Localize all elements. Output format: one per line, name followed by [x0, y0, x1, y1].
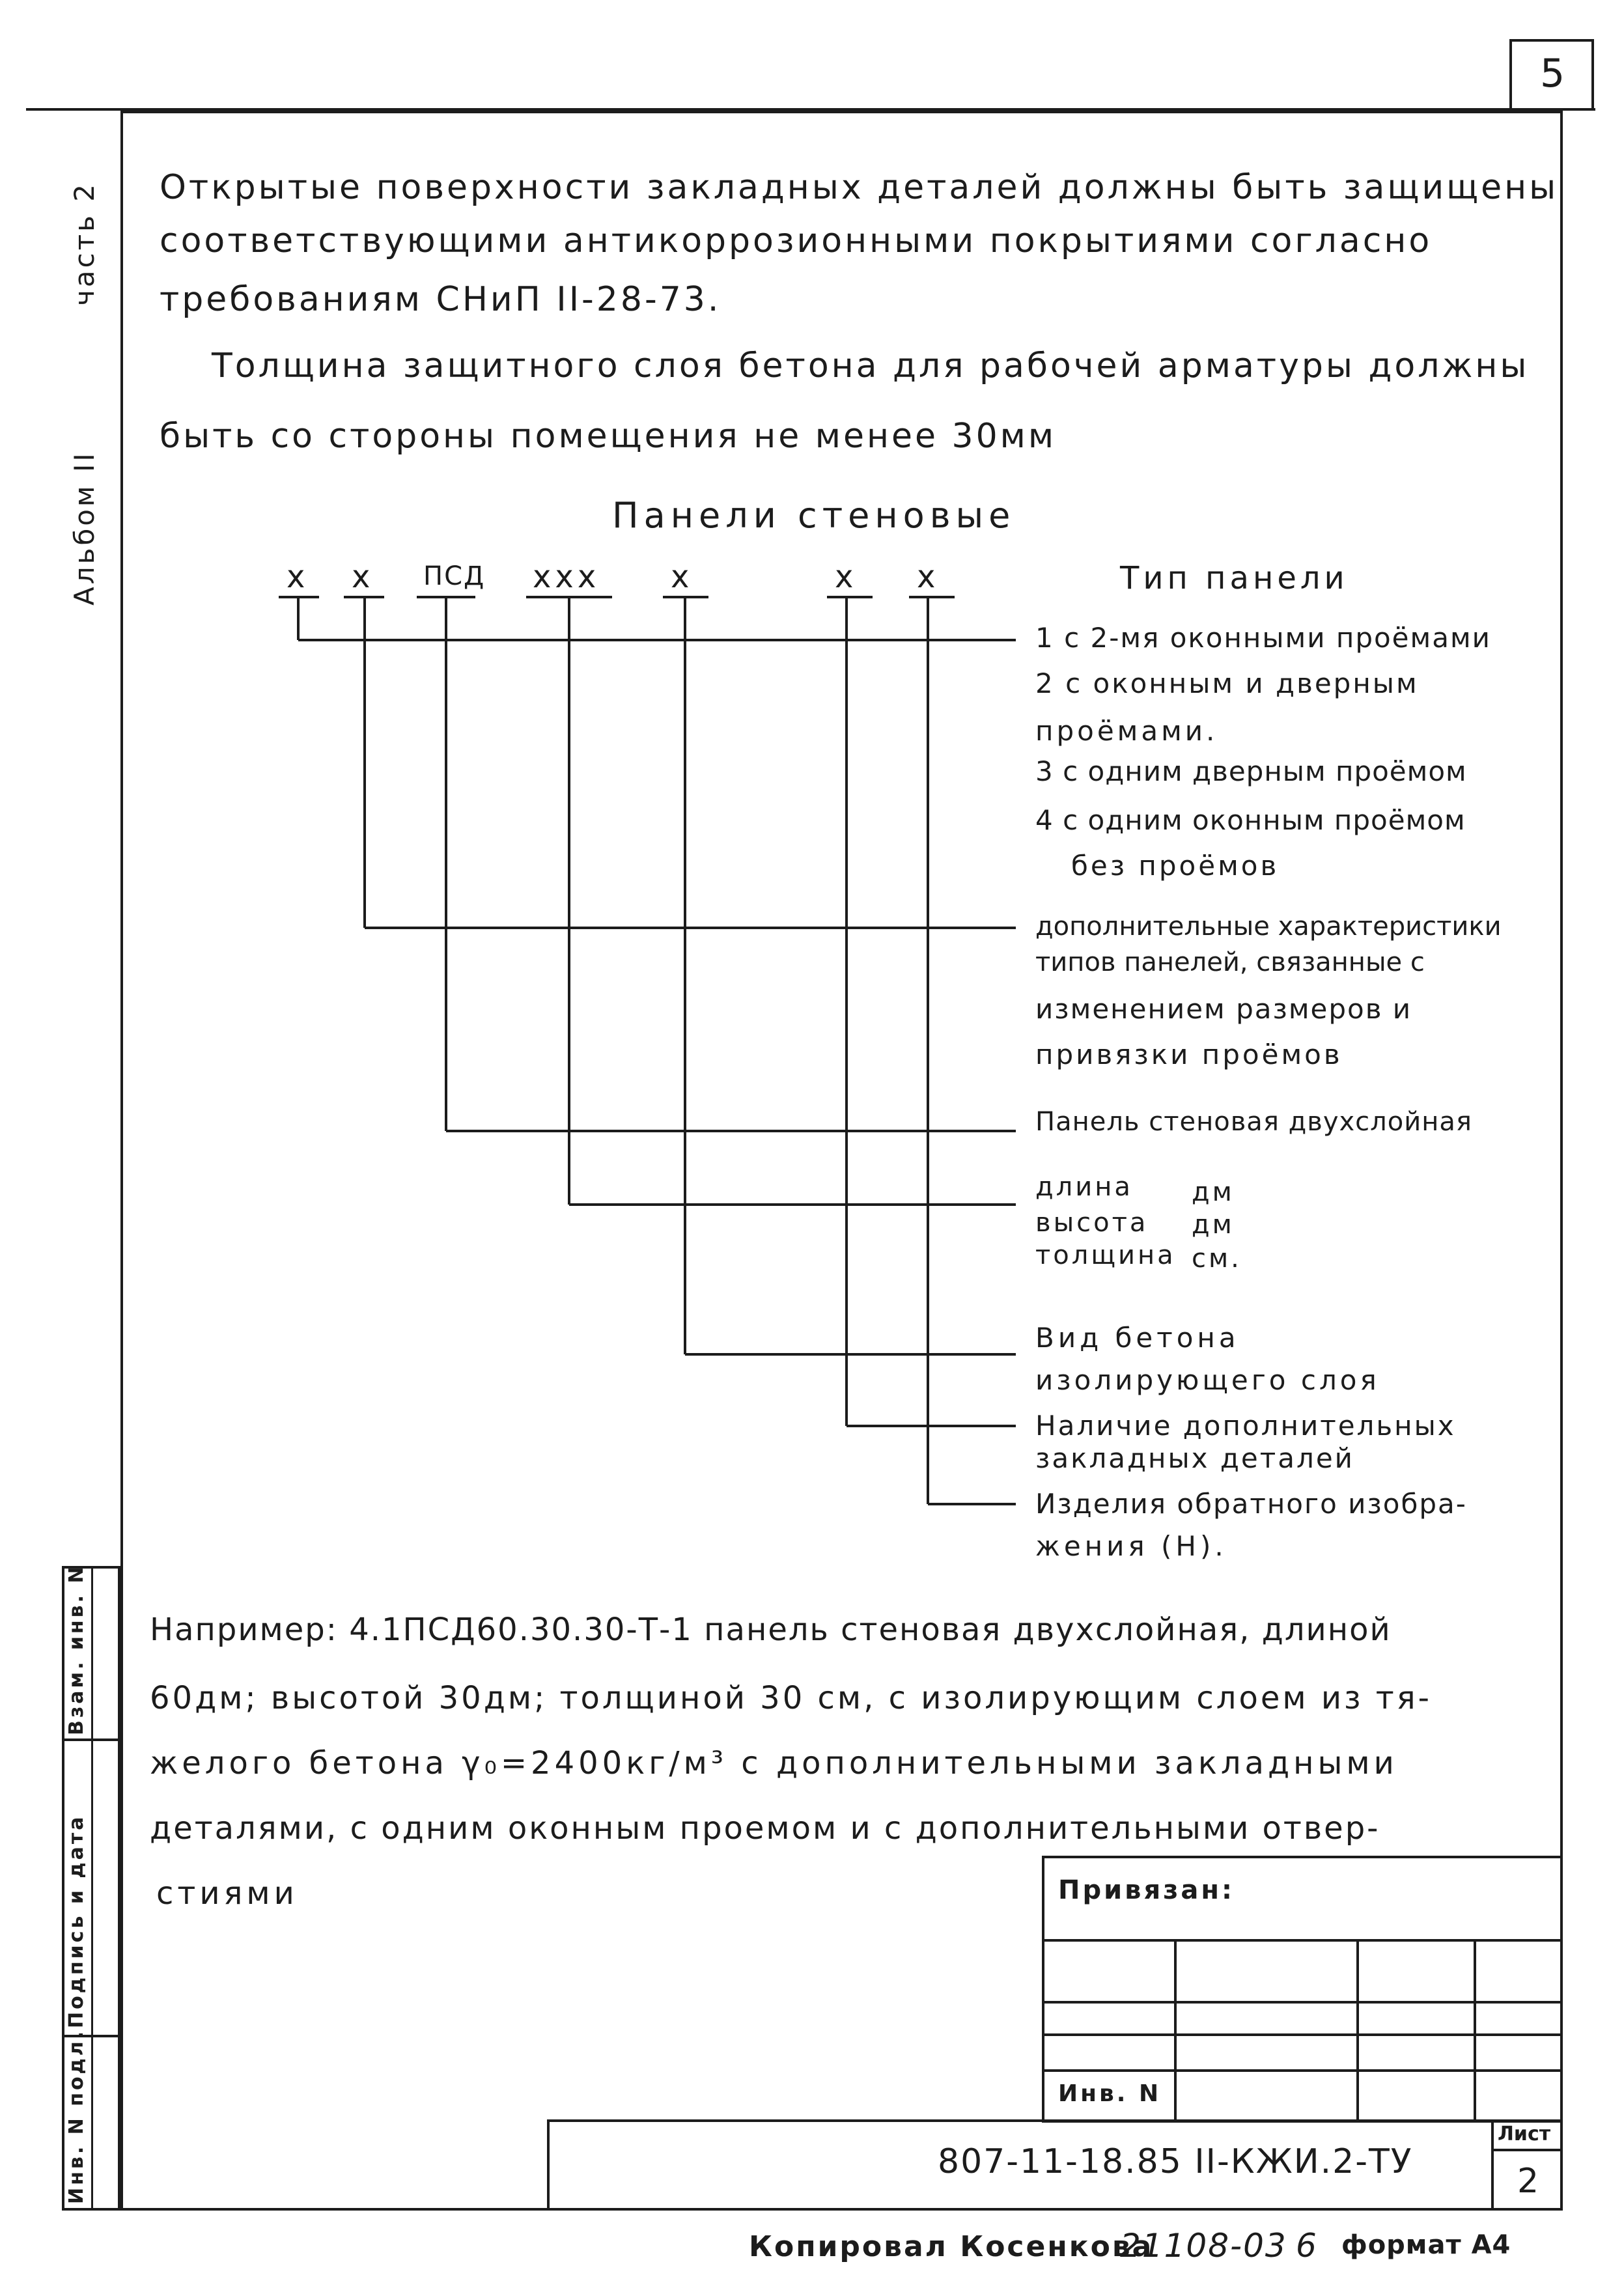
type-header: Тип панели — [1120, 560, 1349, 596]
additional-line-2: типов панелей, связанные с — [1035, 947, 1425, 977]
dim-thickness-label: толщина — [1035, 1240, 1176, 1270]
code-xxx: ххх — [533, 559, 600, 595]
dim-thickness-unit: см. — [1192, 1244, 1242, 1274]
privyazan-label: Привязан: — [1058, 1875, 1235, 1905]
side-stamp-inv-podl: Инв. N подл. — [65, 2028, 88, 2204]
type-item-2: 2 с оконным и дверным — [1035, 667, 1419, 699]
example-line-3: желого бетона γ₀=2400кг/м³ с дополнительными закладными — [150, 1745, 1398, 1781]
type-item-1: 1 с 2-мя оконными проёмами — [1035, 622, 1491, 654]
code-x-2: х — [352, 559, 373, 595]
para1-line2: соответствующими антикоррозионными покрытиями согласно — [160, 221, 1433, 260]
inv-n-label: Инв. N — [1058, 2080, 1162, 2107]
para1-line1: Открытые поверхности закладных деталей должны быть защищены — [160, 168, 1559, 207]
code-x-1: х — [287, 559, 308, 595]
dim-length-unit: дм — [1192, 1177, 1235, 1207]
para2-line2: быть со стороны помещения не менее 30мм — [160, 417, 1057, 456]
additional-line-4: привязки проёмов — [1035, 1039, 1343, 1070]
footer-order: 21108-03 — [1120, 2227, 1287, 2265]
type-item-3: 3 с одним дверным проёмом — [1035, 755, 1467, 787]
para1-line3: требованиям СНиП II-28-73. — [160, 280, 721, 319]
side-part-label: часть 2 — [68, 182, 100, 306]
parts-line-1: Наличие дополнительных — [1035, 1410, 1456, 1442]
example-line-5: стиями — [156, 1875, 298, 1912]
additional-line-3: изменением размеров и — [1035, 993, 1412, 1025]
scheme-title: Панели стеновые — [612, 495, 1016, 536]
dim-height-label: высота — [1035, 1208, 1149, 1238]
panel-type-label: Панель стеновая двухслойная — [1035, 1107, 1472, 1137]
footer-order-suffix: 6 — [1296, 2227, 1319, 2265]
parts-line-2: закладных деталей — [1035, 1442, 1354, 1474]
additional-line-1: дополнительные характеристики — [1035, 912, 1502, 942]
mirror-line-2: жения (Н). — [1035, 1530, 1227, 1562]
type-item-4: 4 с одним оконным проёмом — [1035, 804, 1466, 836]
side-album-label: Альбом II — [68, 451, 100, 606]
type-item-2b: проёмами. — [1035, 715, 1218, 747]
sheet-number: 2 — [1517, 2162, 1542, 2201]
code-x-5: х — [671, 559, 692, 595]
mirror-line-1: Изделия обратного изобра- — [1035, 1488, 1467, 1520]
type-item-5: без проёмов — [1071, 850, 1280, 882]
para2-line1: Толщина защитного слоя бетона для рабочей арматуры должны — [212, 346, 1530, 385]
code-psd: ПСД — [423, 561, 486, 591]
code-x-7: х — [917, 559, 938, 595]
example-line-2: 60дм; высотой 30дм; толщиной 30 см, с изолирующим слоем из тя- — [150, 1680, 1432, 1716]
concrete-line-1: Вид бетона — [1035, 1322, 1240, 1354]
footer-copied: Копировал Косенкова — [749, 2230, 1154, 2263]
side-stamp-vzam: Взам. инв. N — [65, 1564, 88, 1735]
sheet-box-divider — [1491, 2149, 1563, 2151]
footer-format: формат А4 — [1341, 2230, 1511, 2260]
example-line-4: деталями, с одним оконным проемом и с дополнительными отвер- — [150, 1810, 1380, 1847]
code-x-6: х — [835, 559, 856, 595]
document-code: 807-11-18.85 II-КЖИ.2-ТУ — [938, 2142, 1413, 2181]
example-line-1: Например: 4.1ПСД60.30.30-Т-1 панель стеновая двухслойная, длиной — [150, 1612, 1392, 1648]
concrete-line-2: изолирующего слоя — [1035, 1364, 1380, 1396]
dim-height-unit: дм — [1192, 1210, 1235, 1240]
side-stamp-podpis: Подпись и дата — [65, 1814, 88, 2028]
page-number: 5 — [1540, 51, 1568, 96]
sheet-label: Лист — [1498, 2123, 1551, 2145]
dim-length-label: длина — [1035, 1172, 1133, 1202]
